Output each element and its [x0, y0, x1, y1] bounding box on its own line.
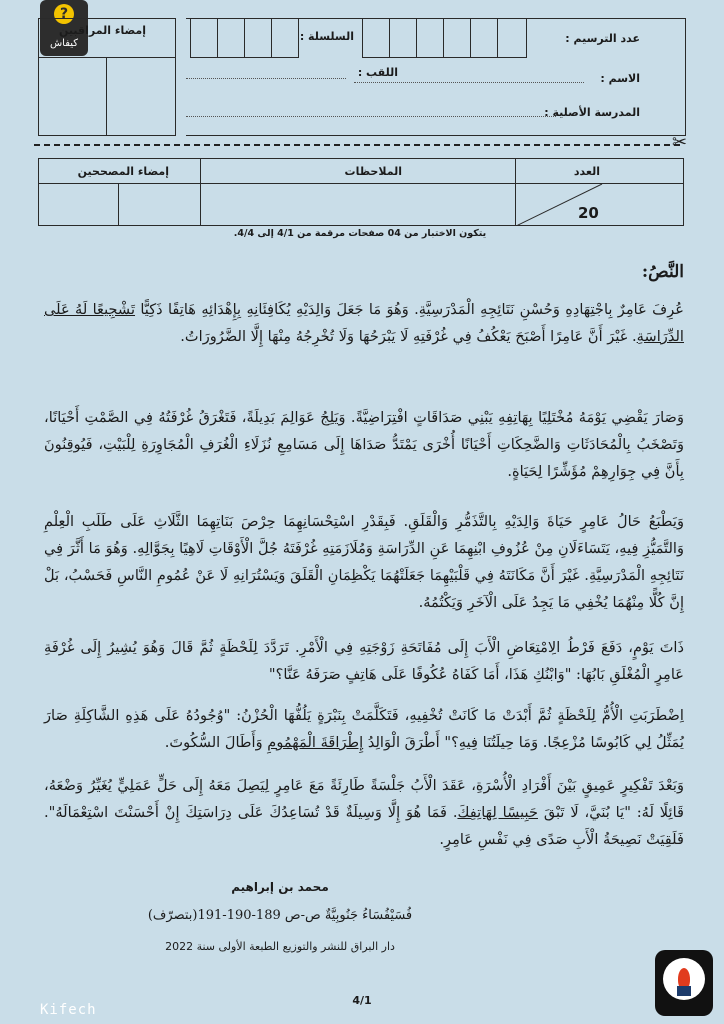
publisher: دار البراق للنشر والتوزيع الطبعة الأولى سنة 2022 — [165, 940, 395, 953]
supervisor-signature-divider — [106, 58, 107, 136]
notes-column-header: الملاحظات — [344, 165, 402, 178]
surname-label: اللقب : — [357, 66, 398, 79]
school-label: المدرسة الأصلية : — [544, 106, 640, 119]
paragraph-5-underlined: إِطْرَاقَةَ الْمَهْمُومِ — [267, 734, 364, 751]
candle-logo — [655, 950, 713, 1016]
paragraph-6-start: وَبَعْدَ تَفْكِيرٍ عَمِيقٍ بَيْنَ أَفْرَادِ الْأُسْرَةِ، عَقَدَ الْأَبُ جَلْسَةً طَارِئَةً مَعَ عَامِرٍ لِيَصِلَ مَعَهُ إِلَى حَلٍّ عَمَلِيٍّ يُغَيِّرُ وَضْعَهُ، قَائِلًا لَهُ: "يَا بُنَيَّ، لَا تَبْقَ — [44, 777, 684, 821]
question-icon: ? — [54, 4, 74, 24]
paragraph-1-underlined: تَشْجِيعًا لَهُ عَلَى الدِّرَاسَةِ — [44, 301, 684, 345]
candle-logo-circle — [663, 958, 705, 1000]
cut-line — [34, 144, 680, 146]
paragraph-2: وَصَارَ يَقْضِي يَوْمَهُ مُخْتَلِيًا بِهَاتِفِهِ يَبْنِي صَدَاقَاتٍ افْتِرَاضِيَّةً. وَيَلِجُ عَوَالِمَ بَدِيلَةً، فَتَغْرَقُ غُرْفَتُهُ فِي الصَّمْتِ أَحْيَانًا، وَتَصْخَبُ بِالْمُحَادَثَاتِ وَالضَّحِكَاتِ أَحْيَانًا أُخْرَى يَمْتَدُّ صَدَاهَا إِلَى مَسَامِعِ نُزَلَاءِ الْغُرَفِ الْمُجَاوِرَةِ لِلْبَيْتِ، فَيُوقِنُونَ بِأَنَّ فِي جِوَارِهِمْ مُؤَشِّرًا لِحَيَاةٍ. — [44, 409, 684, 480]
paragraph-1-start: عُرِفَ عَامِرٌ بِاجْتِهَادِهِ وَحُسْنِ نَتَائِجِهِ الْمَدْرَسِيَّةِ. وَهُوَ مَا جَعَلَ وَالِدَيْهِ يُكَافِئَانِهِ بِإِهْدَائِهِ هَاتِفًا ذَكِيًّا — [140, 301, 685, 318]
candle-icon — [677, 986, 691, 996]
brand-name: كيفاش — [49, 38, 79, 49]
scissors-icon: ✂ — [672, 132, 688, 153]
paragraph-1-end: . غَيْرَ أَنَّ عَامِرًا أَصْبَحَ يَعْكُفُ فِي غُرْفَتِهِ لَا يَبْرَحُهَا وَلَا تُخْرِجُهُ مِنْهَا إِلَّا الضَّرُورَاتُ. — [180, 328, 637, 345]
surname-field[interactable] — [186, 78, 346, 79]
correctors-signature-header: إمضاء المصححين — [77, 165, 169, 178]
paragraph-5-start: اِضْطَرَبَتِ الْأُمُّ لِلَحْظَةٍ ثُمَّ أَبْدَتْ مَا كَانَتْ تُخْفِيهِ، فَتَكَلَّمَتْ بِنَبْرَةٍ يَلُفُّهَا الْحُزْنُ: "وُجُودُهُ عَلَى هَذِهِ الشَّاكِلَةِ صَارَ يُمَثِّلُ لِي كَابُوسًا مُزْعِجًا. وَمَا حِيلَتُنَا فِيهِ؟" أَطْرَقَ الْوَالِدُ — [44, 707, 684, 751]
paragraph-5 — [44, 702, 684, 756]
grade-column-header: العدد — [573, 165, 600, 178]
name-label: الاسم : — [600, 72, 640, 85]
series-label: السلسلة : — [299, 30, 354, 43]
page-number: 4/1 — [352, 994, 372, 1007]
author: محمد بن إبراهيم — [231, 880, 329, 894]
paragraph-3: وَيَطْبَعُ حَالُ عَامِرٍ حَيَاةَ وَالِدَيْهِ بِالتَّذَمُّرِ وَالْقَلَقِ. فَبِقَدْرِ اسْتِحْسَانِهِمَا حِرْصَ بَنَاتِهِمَا الثَّلَاثِ عَلَى طَلَبِ الْعِلْمِ وَالتَّمَيُّزِ فِيهِ، يَتَسَاءَلَانِ مِنْ عُزُوفِ ابْنِهِمَا عَنِ الدِّرَاسَةِ وَمُلَازَمَتِهِ غُرْفَتَهُ جُلَّ الْأَوْقَاتِ لَاهِيًا بِجَوَّالِهِ. وَهُوَ مَا أَثَّرَ فِي نَتَائِجِهِ الْمَدْرَسِيَّةِ. غَيْرَ أَنَّ مَكَانَتَهُ فِي قَلْبَيْهِمَا جَعَلَتْهُمَا يَكْظِمَانِ الْقَلَقَ وَيَسْتُرَانِهِ لَا عَنْ عُمُومِ النَّاسِ فَحَسْبُ، بَلْ إِنَّ كُلًّا مِنْهُمَا يُخْفِي مَا يَجِدُ عَلَى الْآخَرِ وَيَكْتُمُهُ. — [44, 513, 684, 611]
grading-col-divider-3 — [118, 184, 119, 226]
text-heading: النَّصُ: — [641, 262, 684, 282]
paragraph-4: ذَاتَ يَوْمٍ، دَفَعَ فَرْطُ الِامْتِعَاضِ الْأَبَ إِلَى مُفَاتَحَةِ زَوْجَتِهِ فِي الْأَمْرِ. تَرَدَّدَ لِلَحْظَةٍ ثُمَّ قَالَ وَهُوَ يُشِيرُ إِلَى غُرْفَةِ عَامِرٍ الْمُغْلَقِ بَابُهَا: "وَابْنُكِ هَذَا، أَمَا كَفَاهُ عُكُوفًا عَلَى هَاتِفٍ صَرَفَهُ عَنَّا؟" — [44, 639, 684, 683]
supervisor-signature-label: إمضاء المراقبين — [59, 24, 146, 37]
pages-note: يتكون الاختبار من 04 صفحات مرقمة من 4/1 إلى 4/4. — [233, 228, 487, 239]
paragraph-6 — [44, 772, 684, 853]
watermark: Kifech — [40, 1002, 97, 1018]
registration-number-label: عدد الترسيم : — [565, 32, 640, 45]
grade-box-diagonal — [516, 184, 684, 226]
paragraph-6-underlined: حَبِيسًا لِهَاتِفِكَ — [457, 804, 538, 821]
name-field[interactable] — [354, 82, 584, 83]
paragraph-1 — [44, 296, 684, 350]
paragraph-5-end: وَأَطَالَ السُّكُوتَ. — [164, 734, 268, 751]
max-score: 20 — [578, 204, 599, 222]
grading-col-divider-2 — [200, 158, 201, 226]
paragraph-6-end: . فَمَا هُوَ إِلَّا وَسِيلَةٌ قَدْ تُسَاعِدُكَ عَلَى دِرَاسَتِكَ إِنْ أَحْسَنْتَ اسْتِعْمَالَهُ". فَلَقِيَتْ نَصِيحَةُ الْأَبِ صَدًى فِي نَفْسِ عَامِرٍ. — [44, 804, 684, 848]
school-field[interactable] — [186, 116, 556, 117]
source: فُسَيْفُسَاءُ جَنُوبِيَّةٌ ص-ص 189-190-191(بتصرّف) — [147, 908, 413, 923]
